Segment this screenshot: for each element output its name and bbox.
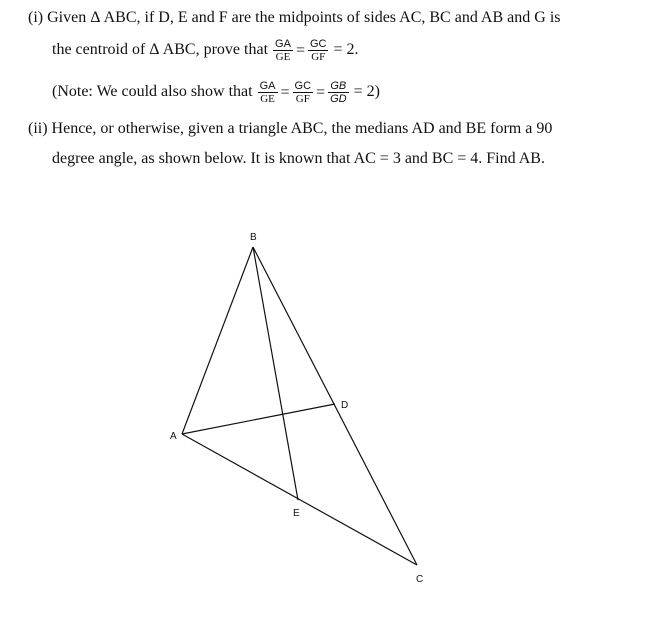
side-bc (253, 247, 417, 565)
median-ad (182, 404, 335, 434)
equals-sign: = (295, 41, 305, 59)
fraction-denominator: GE (275, 51, 291, 63)
part2-line1: (ii) Hence, or otherwise, given a triangle ABC, the medians AD and BE form a 90 (28, 120, 553, 137)
part2-line2: degree angle, as shown below. It is known that AC = 3 and BC = 4. Find AB. (52, 150, 545, 167)
fraction-denominator: GF (311, 51, 326, 63)
vertex-label-a: A (170, 431, 177, 442)
part1-line1: (i) Given Δ ABC, if D, E and F are the midpoints of sides AC, BC and AB and G is (28, 9, 561, 26)
midpoint-label-d: D (341, 400, 349, 411)
equals-sign: = (316, 83, 326, 101)
fraction-numerator: GB (328, 80, 349, 93)
median-be (253, 247, 298, 500)
fraction-denominator: GF (295, 93, 310, 105)
fraction-numerator: GC (294, 80, 312, 92)
fraction-numerator: GC (309, 38, 327, 50)
part1-line2-suffix: = 2. (333, 41, 359, 59)
fraction-denominator: GD (330, 93, 347, 105)
side-ac (182, 434, 417, 565)
vertex-label-c: C (416, 574, 424, 585)
fraction-numerator: GA (275, 38, 291, 50)
midpoint-label-e: E (293, 508, 300, 519)
equals-sign: = (280, 83, 290, 101)
fraction-numerator: GA (259, 80, 276, 92)
vertex-label-b: B (250, 232, 257, 243)
part1-line2-prefix: the centroid of Δ ABC, prove that (52, 41, 269, 59)
note-suffix: = 2) (353, 83, 380, 101)
side-ab (182, 247, 253, 434)
fraction-denominator: GE (260, 93, 275, 105)
note-prefix: (Note: We could also show that (52, 83, 253, 101)
